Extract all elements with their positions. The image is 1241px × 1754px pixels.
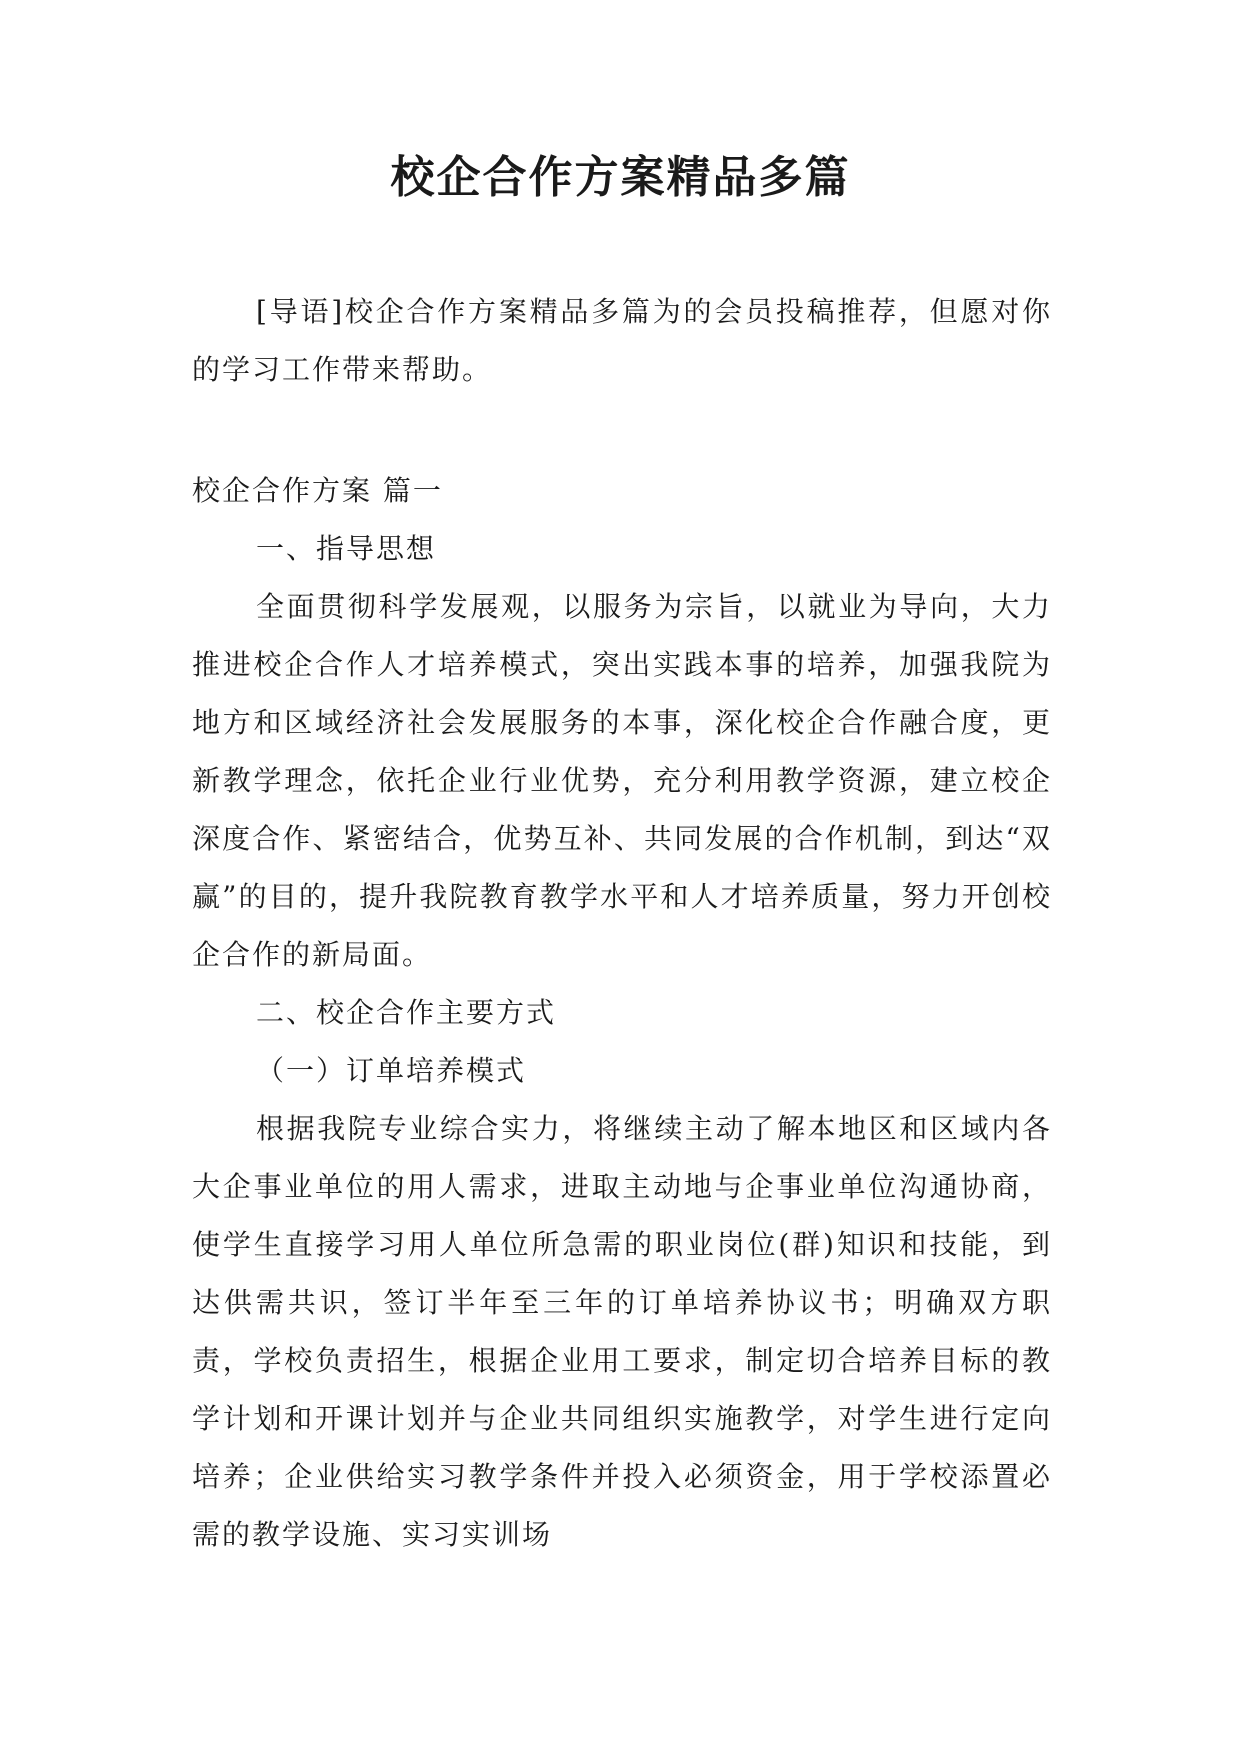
- heading-cooperation-modes: 二、校企合作主要方式: [256, 996, 557, 1029]
- document-title: 校企合作方案精品多篇: [390, 152, 851, 203]
- heading-order-training: （一）订单培养模式: [256, 1054, 527, 1087]
- section-heading: 校企合作方案 篇一: [192, 474, 443, 507]
- section-block: [192, 462, 1052, 1564]
- intro-block: [192, 283, 1052, 399]
- heading-guiding-thought: 一、指导思想: [256, 532, 437, 565]
- paragraph-order-training: 根据我院专业综合实力，将继续主动了解本地区和区域内各大企事业单位的用人需求，进取主动地与企事业单位沟通协商，使学生直接学习用人单位所急需的职业岗位(群)知识和技能，到达供需共识，签订半年至三年的订单培养协议书；明确双方职责，学校负责招生，根据企业用工要求，制定切合培养目标的教学计划和开课计划并与企业共同组织实施教学，对学生进行定向培养；企业供给实习教学条件并投入必须资金，用于学校添置必需的教学设施、实习实训场: [192, 1112, 1052, 1551]
- paragraph-guiding-thought: 全面贯彻科学发展观，以服务为宗旨，以就业为导向，大力推进校企合作人才培养模式，突出实践本事的培养，加强我院为地方和区域经济社会发展服务的本事，深化校企合作融合度，更新教学理念，依托企业行业优势，充分利用教学资源，建立校企深度合作、紧密结合，优势互补、共同发展的合作机制，到达“双赢”的目的，提升我院教育教学水平和人才培养质量，努力开创校企合作的新局面。: [192, 590, 1052, 971]
- intro-paragraph: [导语]校企合作方案精品多篇为的会员投稿推荐，但愿对你的学习工作带来帮助。: [192, 295, 1052, 386]
